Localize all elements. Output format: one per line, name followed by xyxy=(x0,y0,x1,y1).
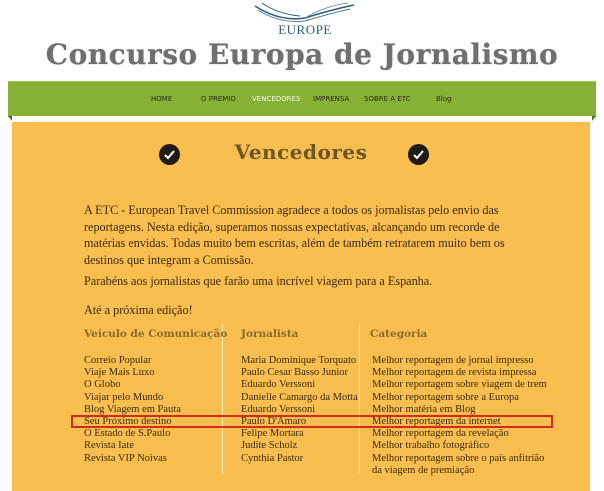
vehicle-item: Revista VIP Noivas xyxy=(84,452,167,464)
intro-paragraph: A ETC - European Travel Commission agradece a todos os jornalistas pelo envio das reportagens. Nesta edição, superamos nossas expectativas, alcançando um recorde de matérias envidas. Todas muito bem escritas, além de também retratarem muito bem os destinos que integram a Comissão. xyxy=(84,203,505,267)
vehicle-column-header: Veículo de Comunicação xyxy=(84,328,228,340)
journalist-item: Maria Dominique Torquato xyxy=(241,355,357,366)
nav-item-vencedores[interactable]: VENCEDORES xyxy=(252,95,301,103)
content-panel xyxy=(12,122,590,491)
vehicle-item: O Estado de S.Paulo xyxy=(84,428,171,440)
journalist-item: Eduardo Verssoni xyxy=(241,403,316,415)
check-circle-icon xyxy=(408,144,429,165)
nav-item-home[interactable]: HOME xyxy=(151,95,173,103)
journalist-item: Judite Scholz xyxy=(241,440,298,452)
category-item: Melhor matéria em Blog xyxy=(372,403,476,415)
main-nav xyxy=(8,81,596,117)
category-item: Melhor reportagem de revista impressa xyxy=(372,367,537,379)
category-item: Melhor trabalho fotográfico xyxy=(372,440,490,452)
page-heading: Vencedores xyxy=(234,140,368,164)
category-item-continuation: da viagem de premiação xyxy=(372,464,475,476)
category-item: Melhor reportagem da revelação xyxy=(372,428,509,440)
category-item: Melhor reportagem da internet xyxy=(372,416,501,428)
category-column-header: Categoria xyxy=(370,328,428,340)
vehicle-item: Viaje Mais Luxo xyxy=(84,367,155,379)
heading-row xyxy=(12,140,590,170)
vehicle-item: O Globo xyxy=(84,379,121,391)
journalist-item: Eduardo Verssoni xyxy=(241,379,316,391)
category-item: Melhor reportagem sobre o país anfitrião xyxy=(372,452,545,464)
journalist-item: Cynthia Pastor xyxy=(241,452,304,464)
nav-item-o-premio[interactable]: O PREMIO xyxy=(201,95,236,103)
vehicle-item: Seu Próximo destino xyxy=(84,416,172,428)
eagle-wings-icon xyxy=(250,2,360,24)
highlighted-row-box xyxy=(71,415,553,428)
vehicle-item: Revista Iate xyxy=(84,440,134,452)
vehicle-item: Blog Viagem em Pauta xyxy=(84,403,181,415)
europe-logo[interactable] xyxy=(250,2,360,38)
column-divider xyxy=(222,324,223,474)
vehicle-list xyxy=(84,355,181,465)
vehicle-item: Correio Popular xyxy=(84,355,152,366)
column-divider xyxy=(359,324,360,474)
journalist-item: Paulo D'Amaro xyxy=(241,416,307,428)
site-title: Concurso Europa de Jornalismo xyxy=(45,38,559,71)
journalist-item: Felipe Mortara xyxy=(241,428,304,440)
journalist-list xyxy=(241,355,358,465)
journalist-column-header: Jornalista xyxy=(241,328,299,340)
journalist-item: Danielle Camargo da Motta xyxy=(241,391,358,403)
nav-item-sobre-a-etc[interactable]: SOBRE A ETC xyxy=(364,95,411,103)
vehicle-item: Viajar pelo Mundo xyxy=(84,391,164,403)
category-item: Melhor reportagem sobre viagem de trem xyxy=(372,379,547,391)
category-item: Melhor reportagem de jornal impresso xyxy=(372,355,534,366)
nav-item-imprensa[interactable]: IMPRENSA xyxy=(313,95,350,103)
farewell-paragraph: Até a próxima edição! xyxy=(84,303,193,317)
category-item: Melhor reportagem sobre a Europa xyxy=(372,391,519,403)
logo-text: EUROPE xyxy=(278,22,332,37)
journalist-item: Paulo Cesar Basso Junior xyxy=(241,367,349,379)
nav-item-blog[interactable]: Blog xyxy=(436,95,452,103)
congrats-paragraph: Parabéns aos jornalistas que farão uma incrível viagem para a Espanha. xyxy=(84,274,433,288)
